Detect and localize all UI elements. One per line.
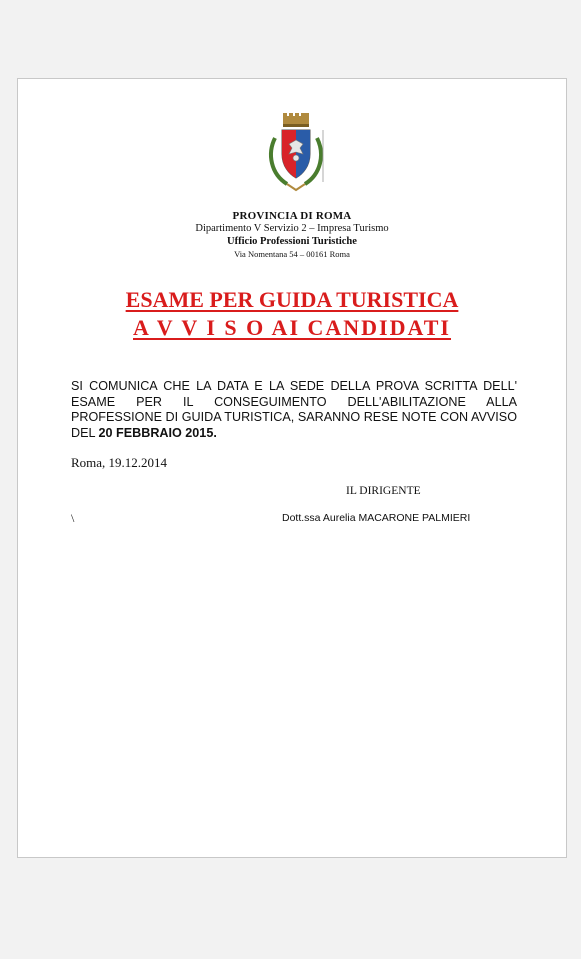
signatory-role: IL DIRIGENTE [346, 485, 421, 497]
coat-of-arms-icon [265, 112, 325, 198]
title-notice: A V V I S O AI CANDIDATI [133, 315, 451, 340]
header-address: Via Nomentana 54 – 00161 Roma [234, 249, 350, 259]
title-exam: ESAME PER GUIDA TURISTICA [125, 287, 459, 312]
document-page [17, 78, 567, 858]
header-office: Ufficio Professioni Turistiche [227, 236, 357, 247]
header-department: Dipartimento V Servizio 2 – Impresa Turismo [195, 223, 389, 234]
notice-text: SI COMUNICA CHE LA DATA E LA SEDE DELLA PROVA SCRITTA DELL' ESAME PER IL CONSEGUIMENTO DELL'ABILITAZIONE ALLA PROFESSIONE DI GUIDA TURISTICA, SARANNO RESE NOTE CON AVVISO DEL [71, 379, 517, 440]
header-provincia: PROVINCIA DI ROMA [232, 210, 352, 222]
place-date: Roma, 19.12.2014 [71, 455, 168, 470]
signatory-name: Dott.ssa Aurelia MACARONE PALMIERI [282, 512, 471, 524]
notice-body [71, 379, 517, 441]
notice-date: 20 FEBBRAIO 2015. [98, 425, 217, 440]
stray-mark: \ [71, 511, 75, 525]
